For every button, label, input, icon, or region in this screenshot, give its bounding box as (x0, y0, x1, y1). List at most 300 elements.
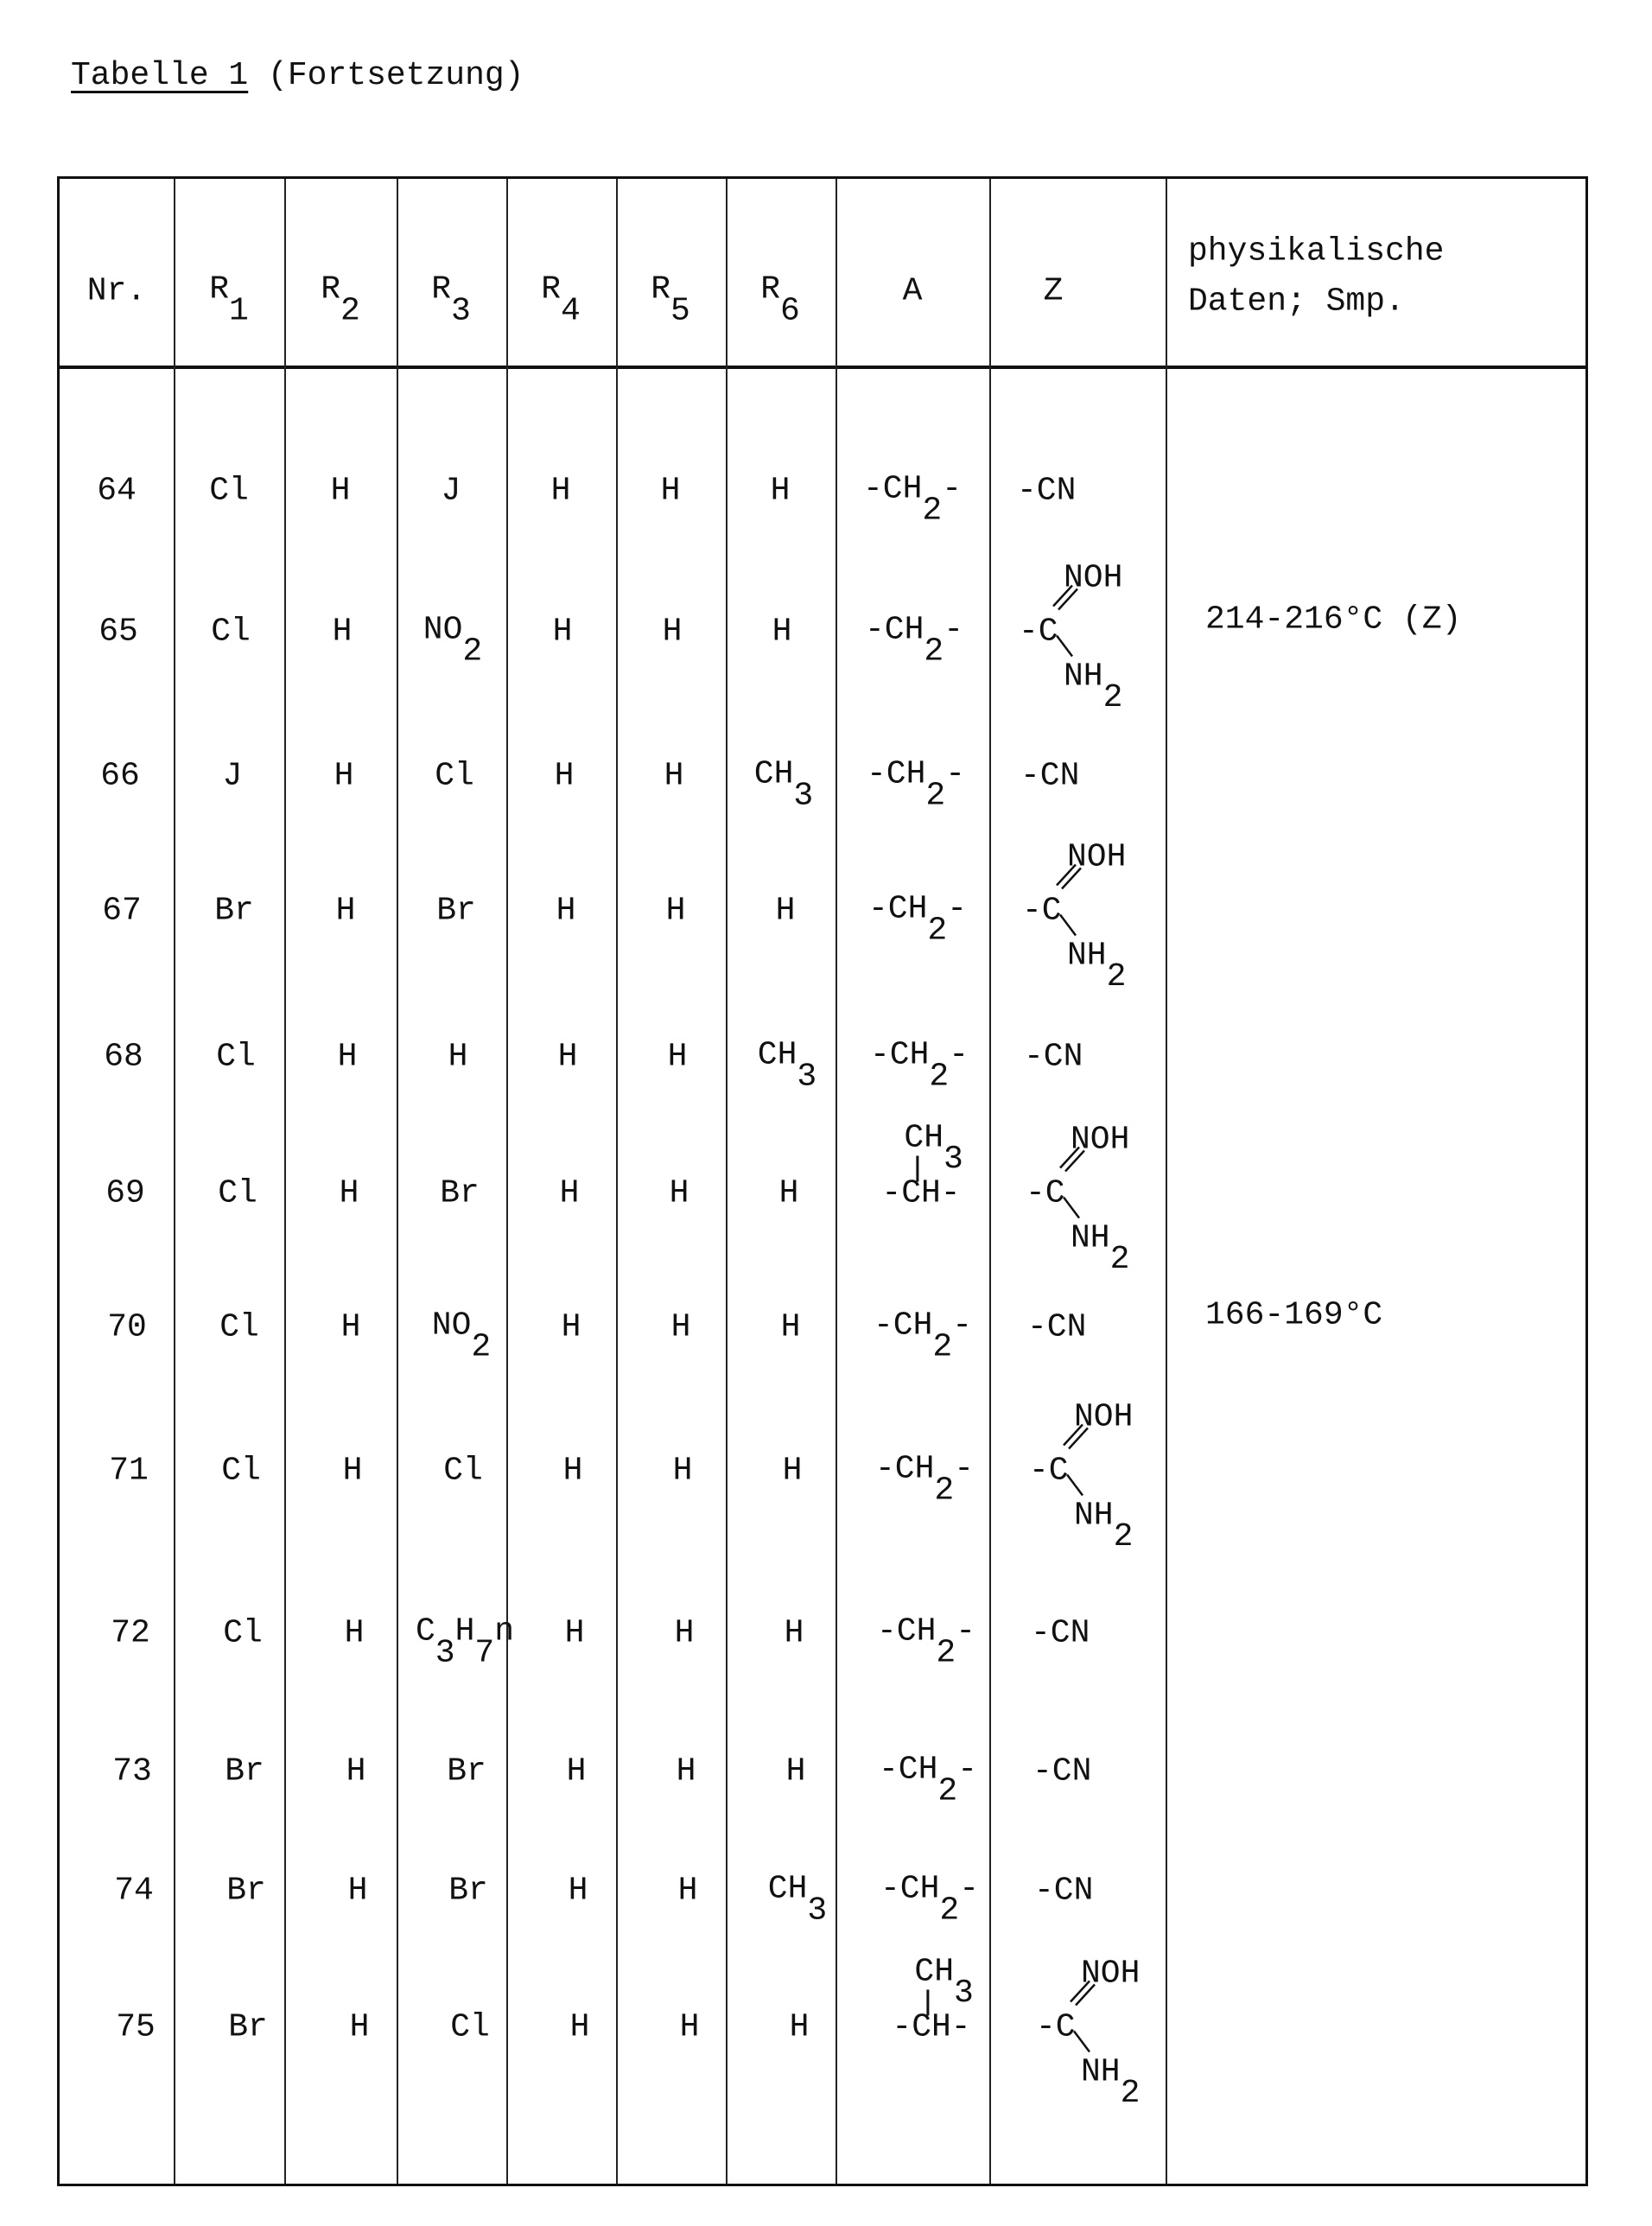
cell-r2 (343, 1453, 363, 1490)
formula-text: R (321, 271, 340, 308)
subscript: 2 (929, 1058, 949, 1095)
subscript: 2 (340, 292, 360, 329)
amidoxime-formula (1019, 614, 1058, 651)
formula (1031, 1615, 1090, 1652)
formula-text: -C (1036, 2009, 1076, 2046)
cell-r2 (333, 614, 353, 651)
cell-a (870, 1037, 969, 1078)
formula-text: -CN (1027, 1309, 1086, 1346)
formula-text: H (331, 473, 351, 510)
cell-r5 (680, 2009, 700, 2046)
formula-text: NH (1081, 2054, 1121, 2091)
formula-text: -CH (865, 612, 924, 649)
bond-line (916, 1156, 918, 1182)
formula-text: H (556, 893, 576, 930)
formula-text: H (666, 893, 686, 930)
cell-r3 (432, 1307, 491, 1348)
cell-r3 (436, 893, 476, 930)
double-bond-noh: NOH (1081, 1956, 1140, 1993)
formula-text: H (338, 1039, 358, 1076)
cell-r1 (223, 758, 243, 795)
cell-r3 (440, 1175, 480, 1212)
header-phys-line1: physikalische (1188, 233, 1444, 270)
cell-r5 (661, 473, 681, 510)
cell-a (875, 1451, 974, 1491)
header-phys-line2: Daten; Smp. (1188, 283, 1405, 321)
cell-a (868, 891, 967, 932)
cell-r4 (563, 1453, 583, 1490)
formula-text: H (448, 1039, 468, 1076)
formula-text: H (560, 1175, 580, 1212)
amino-group (1071, 1220, 1129, 1261)
cell-z (1029, 1453, 1069, 1490)
row-nr: 65 (98, 614, 138, 651)
formula-text: Br (228, 2009, 268, 2046)
formula-text: - (952, 1307, 972, 1345)
subscript: 3 (451, 292, 471, 329)
cell-r6 (783, 1453, 803, 1490)
subscript: 2 (924, 633, 944, 670)
formula-text: R (651, 271, 670, 308)
cell-r2 (350, 2009, 370, 2046)
double-bond-noh: NOH (1064, 560, 1122, 597)
cell-a (880, 1871, 979, 1911)
column-divider (989, 179, 991, 2184)
formula-text: H (671, 1309, 691, 1346)
cell-z (1027, 1309, 1086, 1346)
subscript: 3 (797, 1058, 816, 1095)
cell-r5 (668, 1039, 688, 1076)
formula-text: H (675, 1615, 695, 1652)
bond-lines (1055, 1983, 1090, 2052)
cell-r2 (338, 1039, 358, 1076)
bond-line (926, 1990, 929, 2016)
branch-top (914, 1954, 973, 1994)
formula-text: H (350, 2009, 370, 2046)
table-title-suffix: (Fortsetzung) (268, 57, 524, 94)
amidoxime-formula (1036, 2009, 1076, 2046)
cell-r6 (776, 893, 796, 930)
formula-text: H (776, 893, 796, 930)
compound-table (57, 176, 1588, 2186)
formula-text: NH (1071, 1220, 1110, 1257)
cell-a (879, 1752, 977, 1792)
column-divider (506, 179, 508, 2184)
formula-text: - (949, 1037, 969, 1074)
cell-r3 (448, 1039, 468, 1076)
formula-text: Br (436, 893, 476, 930)
formula-text: H (334, 758, 354, 795)
formula-text: -C (1022, 893, 1062, 930)
cell-a (865, 612, 963, 652)
formula-text: -CN (1032, 1753, 1091, 1790)
formula (1020, 758, 1079, 795)
subscript: 2 (927, 912, 947, 949)
cell-z (1019, 614, 1058, 651)
subscript: 2 (462, 633, 482, 670)
cell-r5 (678, 1873, 698, 1910)
cell-r1 (218, 1175, 257, 1212)
row-nr: 68 (104, 1039, 143, 1076)
formula-text: - (954, 1451, 974, 1488)
column-divider (616, 179, 618, 2184)
cell-r2 (345, 1615, 365, 1652)
cell-r6 (781, 1309, 801, 1346)
cell-r2 (340, 1175, 359, 1212)
formula (877, 1613, 975, 1654)
cell-r1 (226, 1873, 266, 1910)
cell-r2 (331, 473, 351, 510)
subscript: 3 (944, 1141, 963, 1178)
subscript: 2 (936, 1634, 956, 1671)
column-divider (284, 179, 286, 2184)
cell-r2 (348, 1873, 368, 1910)
cell-r2 (341, 1309, 361, 1346)
formula-text: -CN (1017, 473, 1076, 510)
row-nr: 64 (97, 473, 137, 510)
formula-text: H (772, 614, 792, 651)
cell-z (1032, 1753, 1091, 1790)
formula (870, 1037, 969, 1078)
row-nr: 72 (111, 1615, 150, 1652)
cell-r3 (416, 1613, 514, 1654)
formula-text: -CH (863, 471, 922, 508)
double-bond-noh: NOH (1074, 1399, 1133, 1436)
formula-text: Cl (211, 614, 251, 651)
cell-z (1034, 1873, 1093, 1910)
cell-r3 (448, 1873, 488, 1910)
bond-lines (1041, 867, 1076, 936)
cell-r4 (570, 2009, 590, 2046)
cell-r6 (779, 1175, 799, 1212)
formula-text: Br (225, 1753, 264, 1790)
branched-formula (881, 1175, 960, 1212)
branched-formula (892, 2009, 970, 2046)
formula-text: H (670, 1175, 689, 1212)
header-r3 (431, 271, 471, 312)
double-bond-noh: NOH (1071, 1122, 1129, 1159)
cell-r3 (435, 758, 474, 795)
cell-r2 (336, 893, 356, 930)
formula-text: -CH (868, 891, 927, 928)
formula (868, 891, 967, 932)
formula-text: - (959, 1871, 979, 1908)
subscript: 2 (925, 777, 945, 814)
cell-r6 (771, 473, 791, 510)
cell-r1 (225, 1753, 264, 1790)
cell-a (867, 756, 965, 797)
formula-text: R (760, 271, 780, 308)
formula (875, 1451, 974, 1491)
formula-text: H (563, 1453, 583, 1490)
cell-r1 (221, 1453, 261, 1490)
formula-text: H (346, 1753, 366, 1790)
formula-text: H (668, 1039, 688, 1076)
cell-r4 (558, 1039, 578, 1076)
formula-text: -CH (870, 1037, 929, 1074)
cell-r5 (666, 893, 686, 930)
subscript: 1 (229, 292, 249, 329)
formula-text: H (340, 1175, 359, 1212)
row-nr: 66 (100, 758, 140, 795)
subscript: 2 (1110, 1241, 1130, 1278)
formula-text: H (785, 1615, 804, 1652)
amidoxime-formula (1022, 893, 1062, 930)
cell-r1 (223, 1615, 263, 1652)
formula-text: - (947, 891, 967, 928)
cell-z (1024, 1039, 1083, 1076)
formula-text: R (431, 271, 451, 308)
subscript: 3 (807, 1892, 827, 1929)
cell-r6 (754, 756, 813, 797)
formula-text: H (663, 614, 683, 651)
formula-text: - (942, 471, 962, 508)
column-divider (1166, 179, 1167, 2184)
cell-r5 (677, 1753, 696, 1790)
formula-text: Cl (216, 1039, 256, 1076)
formula-text: NH (1074, 1498, 1114, 1535)
formula-text: - (945, 756, 965, 793)
formula-text: CH (768, 1871, 808, 1908)
formula (1017, 473, 1076, 510)
cell-r4 (553, 614, 573, 651)
formula (1024, 1039, 1083, 1076)
formula (879, 1752, 977, 1792)
subscript: 6 (780, 292, 800, 329)
formula-text: H (348, 1873, 368, 1910)
formula-text: H (661, 473, 681, 510)
formula-text: -CH- (892, 2009, 970, 2046)
formula-text: n (494, 1613, 514, 1650)
formula-text: NH (1067, 938, 1107, 975)
formula-text: H (781, 1309, 801, 1346)
subscript: 3 (435, 1634, 455, 1671)
formula-text: Br (226, 1873, 266, 1910)
formula-text: H (677, 1753, 696, 1790)
row-nr: 73 (112, 1753, 152, 1790)
formula-text: H (345, 1615, 365, 1652)
formula-text: Cl (219, 1309, 259, 1346)
subscript: 5 (670, 292, 690, 329)
table-title (71, 57, 524, 94)
subscript: 2 (922, 492, 942, 529)
subscript: 2 (932, 1328, 952, 1365)
subscript: 2 (1114, 1518, 1134, 1555)
column-divider (726, 179, 728, 2184)
formula-text: CH (904, 1120, 944, 1157)
bond-lines (1048, 1427, 1083, 1496)
header-r1 (209, 271, 249, 312)
cell-r4 (562, 1309, 581, 1346)
cell-z (1031, 1615, 1090, 1652)
formula (874, 1307, 972, 1348)
cell-a (874, 1307, 972, 1348)
formula-text: NH (1064, 658, 1103, 696)
formula-text: -CH (877, 1613, 936, 1650)
formula-text: H (771, 473, 791, 510)
formula-text: -CN (1034, 1873, 1093, 1910)
cell-r5 (671, 1309, 691, 1346)
cell-r5 (673, 1453, 693, 1490)
formula (1027, 1309, 1086, 1346)
formula-text: H (786, 1753, 806, 1790)
formula-text: -CH (875, 1451, 934, 1488)
cell-a (863, 471, 962, 512)
physical-data: 214-216°C (Z) (1205, 601, 1461, 639)
formula-text: NO (432, 1307, 472, 1345)
subscript: 2 (471, 1328, 491, 1365)
formula (865, 612, 963, 652)
formula-text: H (455, 1613, 475, 1650)
row-nr: 74 (114, 1873, 154, 1910)
header-divider (60, 366, 1585, 369)
formula-text: Br (440, 1175, 480, 1212)
formula-text: Br (214, 893, 254, 930)
cell-r5 (663, 614, 683, 651)
formula-text: H (555, 758, 575, 795)
subscript: 2 (939, 1892, 959, 1929)
cell-r6 (785, 1615, 804, 1652)
header-a: A (903, 273, 923, 310)
cell-r5 (664, 758, 684, 795)
bond-lines (1038, 588, 1072, 657)
cell-r2 (346, 1753, 366, 1790)
cell-r3 (450, 2009, 490, 2046)
cell-r3 (447, 1753, 486, 1790)
formula-text: H (562, 1309, 581, 1346)
cell-r3 (423, 612, 482, 652)
cell-r6 (758, 1037, 816, 1078)
formula-text: - (957, 1752, 977, 1789)
formula-text: H (558, 1039, 578, 1076)
formula-text: H (569, 1873, 588, 1910)
subscript: 2 (1103, 679, 1123, 716)
formula (863, 471, 962, 512)
bond-lines (1045, 1149, 1079, 1218)
formula-text: - (944, 612, 963, 649)
row-nr: 71 (109, 1453, 149, 1490)
cell-a (877, 1613, 975, 1654)
cell-r4 (560, 1175, 580, 1212)
formula-text: Cl (218, 1175, 257, 1212)
cell-r6 (768, 1871, 827, 1911)
amino-group (1081, 2054, 1140, 2095)
formula-text: -C (1019, 614, 1058, 651)
table-title-label: Tabelle 1 (71, 57, 248, 94)
cell-r4 (551, 473, 571, 510)
row-nr: 75 (116, 2009, 156, 2046)
header-r2 (321, 271, 360, 312)
formula-text: H (664, 758, 684, 795)
cell-z (1036, 2009, 1076, 2046)
cell-a (881, 1175, 960, 1212)
formula-text: J (223, 758, 243, 795)
formula-text: -CH (879, 1752, 937, 1789)
cell-r4 (569, 1873, 588, 1910)
cell-r4 (567, 1753, 587, 1790)
formula-text: H (565, 1615, 585, 1652)
branch-top (904, 1120, 963, 1161)
formula-text: H (779, 1175, 799, 1212)
cell-r4 (565, 1615, 585, 1652)
formula-text: -C (1026, 1175, 1065, 1212)
header-r4 (541, 271, 581, 312)
column-divider (397, 179, 398, 2184)
formula-text: CH (914, 1954, 954, 1991)
double-bond-noh: NOH (1067, 839, 1126, 876)
formula-text: Br (448, 1873, 488, 1910)
formula-text: J (442, 473, 461, 510)
formula (1034, 1873, 1093, 1910)
formula-text: H (341, 1309, 361, 1346)
row-nr: 70 (107, 1309, 147, 1346)
formula-text: H (333, 614, 353, 651)
header-r6 (760, 271, 800, 312)
formula-text: CH (758, 1037, 797, 1074)
cell-r6 (790, 2009, 810, 2046)
cell-r4 (555, 758, 575, 795)
cell-r4 (556, 893, 576, 930)
formula-text: -CH (867, 756, 925, 793)
amino-group (1064, 658, 1122, 699)
cell-r2 (334, 758, 354, 795)
cell-r6 (772, 614, 792, 651)
formula-text: -CH (874, 1307, 932, 1345)
cell-r5 (675, 1615, 695, 1652)
formula-text: -CN (1024, 1039, 1083, 1076)
formula (1032, 1753, 1091, 1790)
amino-group (1074, 1498, 1133, 1538)
header-nr: Nr. (87, 273, 146, 310)
cell-r1 (209, 473, 249, 510)
header-z: Z (1044, 273, 1064, 310)
formula-text: CH (754, 756, 794, 793)
column-divider (174, 179, 175, 2184)
subscript: 2 (1121, 2075, 1141, 2112)
subscript: 3 (793, 777, 813, 814)
formula-text: H (570, 2009, 590, 2046)
formula-text: Cl (209, 473, 249, 510)
formula-text: H (336, 893, 356, 930)
formula-text: H (673, 1453, 693, 1490)
formula-text: -CH (880, 1871, 939, 1908)
cell-r5 (670, 1175, 689, 1212)
formula-text: NO (423, 612, 463, 649)
formula-text: H (680, 2009, 700, 2046)
cell-r1 (219, 1309, 259, 1346)
cell-r1 (228, 2009, 268, 2046)
cell-r3 (442, 473, 461, 510)
formula-text: Cl (435, 758, 474, 795)
formula-text: -CH- (881, 1175, 960, 1212)
subscript: 2 (1107, 958, 1127, 995)
formula-text: R (209, 271, 229, 308)
formula-text: Cl (443, 1453, 483, 1490)
amino-group (1067, 938, 1126, 978)
cell-r6 (786, 1753, 806, 1790)
formula-text: - (956, 1613, 975, 1650)
cell-z (1017, 473, 1076, 510)
formula-text: Cl (221, 1453, 261, 1490)
subscript: 2 (934, 1472, 954, 1509)
cell-z (1020, 758, 1079, 795)
formula-text: -C (1029, 1453, 1069, 1490)
cell-r1 (214, 893, 254, 930)
cell-r1 (216, 1039, 256, 1076)
subscript: 3 (954, 1975, 974, 2012)
row-nr: 67 (102, 893, 142, 930)
formula (867, 756, 965, 797)
